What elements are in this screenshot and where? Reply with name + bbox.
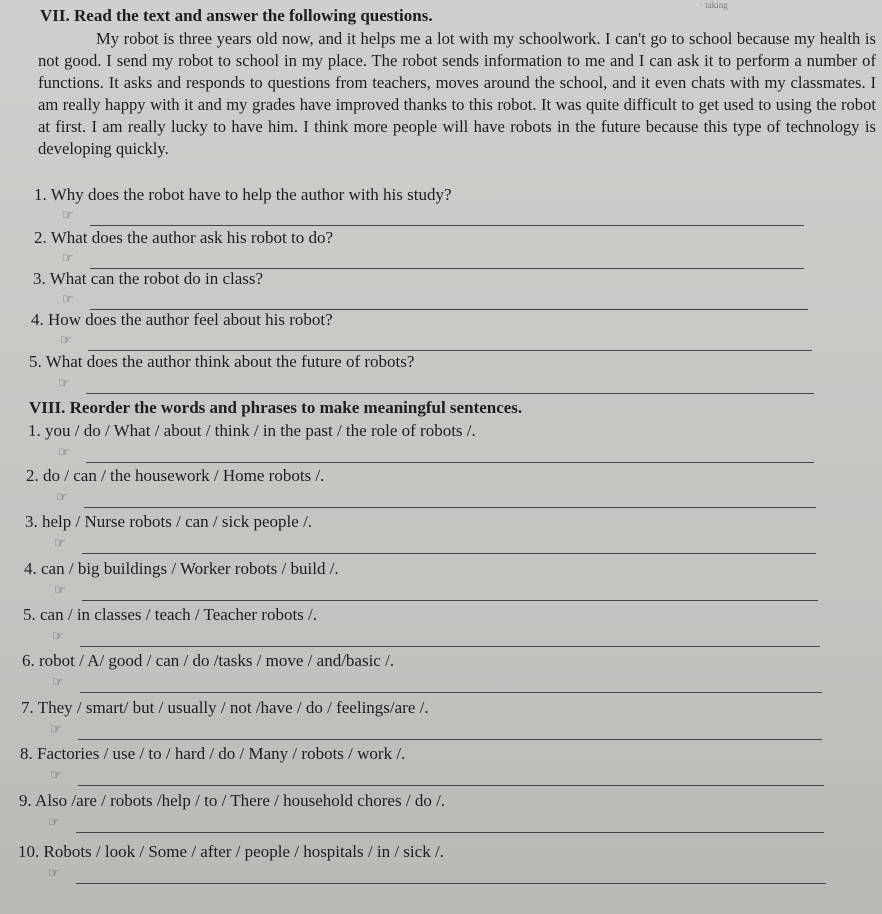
reorder-answer-line-8[interactable] — [50, 768, 824, 786]
reorder-answer-line-4[interactable] — [54, 583, 818, 601]
hand-pointing-icon: ☞ — [58, 376, 70, 391]
reorder-answer-line-7[interactable] — [50, 722, 822, 740]
hand-pointing-icon: ☞ — [62, 208, 74, 223]
reorder-item-5: 5. can / in classes / teach / Teacher robots /. — [23, 605, 318, 624]
question-3: 3. What can the robot do in class? — [33, 269, 264, 288]
reading-passage — [38, 28, 876, 160]
hand-pointing-icon: ☞ — [54, 583, 66, 598]
reorder-item-6: 6. robot / A/ good / can / do /tasks / move / and/basic /. — [22, 651, 395, 670]
reorder-item-3: 3. help / Nurse robots / can / sick people /. — [25, 512, 313, 531]
reorder-answer-line-9[interactable] — [48, 815, 824, 833]
hand-pointing-icon: ☞ — [60, 333, 72, 348]
passage-text: My robot is three years old now, and it helps me a lot with my schoolwork. I can't go to school because my health is not good. I send my robot to school in my place. The robot sends information to me and I can ask it to perform a number of functions. It asks and responds to questions from teachers, moves around the school, and it even chats with my classmates. I am really happy with it and my grades have improved thanks to this robot. It was quite difficult to get used to using the robot at first. I am really lucky to have him. I think more people will have robots in the future because this type of technology is developing quickly. — [38, 29, 876, 158]
reorder-answer-line-6[interactable] — [52, 675, 822, 693]
question-2: 2. What does the author ask his robot to do? — [34, 228, 334, 247]
reorder-answer-line-1[interactable] — [58, 445, 814, 463]
hand-pointing-icon: ☞ — [50, 768, 62, 783]
reorder-item-7: 7. They / smart/ but / usually / not /have / do / feelings/are /. — [21, 698, 429, 717]
section-7-title: VII. Read the text and answer the following questions. — [40, 6, 433, 25]
hand-pointing-icon: ☞ — [58, 445, 70, 460]
section-8-title: VIII. Reorder the words and phrases to make meaningful sentences. — [29, 398, 523, 417]
hand-pointing-icon: ☞ — [52, 675, 64, 690]
reorder-item-10: 10. Robots / look / Some / after / people / hospitals / in / sick /. — [18, 842, 444, 861]
hand-pointing-icon: ☞ — [62, 251, 74, 266]
reorder-item-9: 9. Also /are / robots /help / to / There / household chores / do /. — [19, 791, 446, 810]
reorder-answer-line-10[interactable] — [48, 866, 826, 884]
hand-pointing-icon: ☞ — [50, 722, 62, 737]
hand-pointing-icon: ☞ — [48, 866, 60, 881]
hand-pointing-icon: ☞ — [52, 629, 64, 644]
hand-pointing-icon: ☞ — [62, 292, 74, 307]
answer-line-3[interactable] — [62, 292, 808, 310]
answer-line-4[interactable] — [60, 333, 812, 351]
hand-pointing-icon: ☞ — [48, 815, 60, 830]
reorder-item-8: 8. Factories / use / to / hard / do / Many / robots / work /. — [20, 744, 406, 763]
reorder-item-4: 4. can / big buildings / Worker robots / build /. — [24, 559, 339, 578]
question-5: 5. What does the author think about the future of robots? — [29, 352, 415, 371]
reorder-item-1: 1. you / do / What / about / think / in the past / the role of robots /. — [28, 421, 476, 440]
question-4: 4. How does the author feel about his robot? — [31, 310, 333, 329]
question-1: 1. Why does the robot have to help the author with his study? — [34, 185, 452, 204]
reorder-answer-line-5[interactable] — [52, 629, 820, 647]
corner-scribble: · taking — [700, 0, 728, 10]
hand-pointing-icon: ☞ — [54, 536, 66, 551]
reorder-item-2: 2. do / can / the housework / Home robots /. — [26, 466, 325, 485]
reorder-answer-line-2[interactable] — [56, 490, 816, 508]
hand-pointing-icon: ☞ — [56, 490, 68, 505]
reorder-answer-line-3[interactable] — [54, 536, 816, 554]
answer-line-1[interactable] — [62, 208, 804, 226]
answer-line-2[interactable] — [62, 251, 804, 269]
answer-line-5[interactable] — [58, 376, 814, 394]
